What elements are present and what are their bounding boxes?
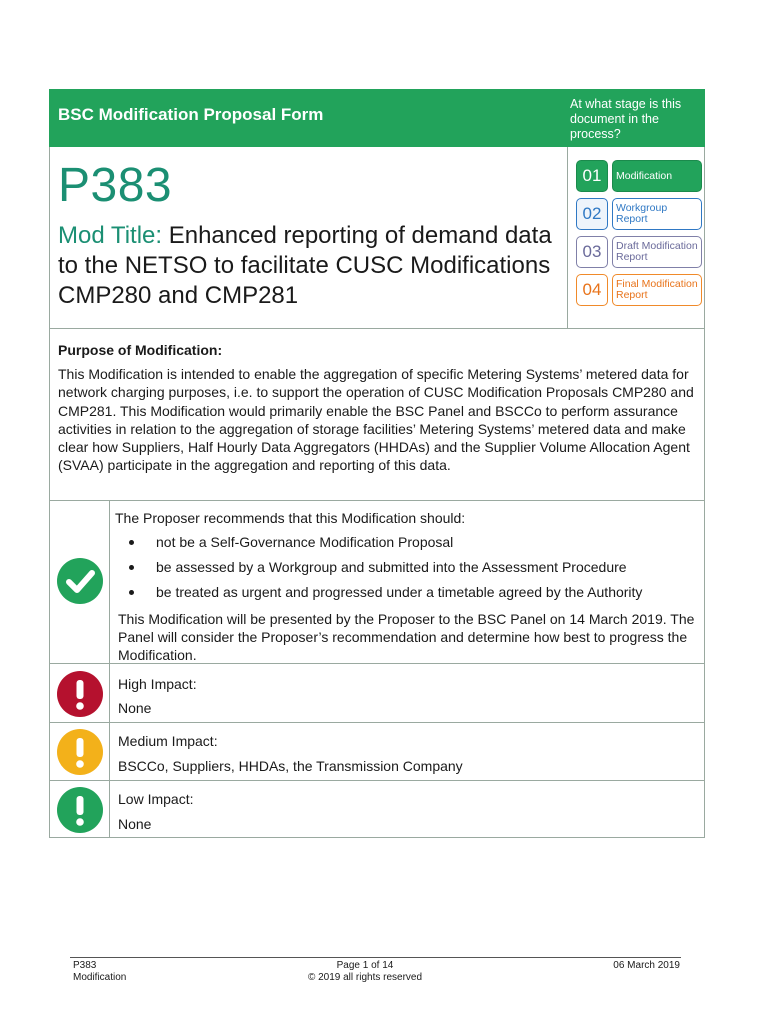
mod-title bbox=[58, 221, 563, 311]
list-item: be assessed by a Workgroup and submitted into the Assessment Procedure bbox=[115, 559, 705, 584]
list-item: be treated as urgent and progressed under a timetable agreed by the Authority bbox=[115, 584, 705, 609]
section-divider bbox=[49, 500, 705, 501]
stage-question: At what stage is this document in the process? bbox=[570, 97, 682, 141]
footer-date: 06 March 2019 bbox=[613, 960, 680, 971]
recommendation-list bbox=[115, 534, 705, 609]
medium-impact-value: BSCCo, Suppliers, HHDAs, the Transmission Company bbox=[118, 758, 463, 774]
stage-number: 04 bbox=[576, 274, 608, 306]
bullet bbox=[129, 590, 134, 595]
proposal-code: P383 bbox=[58, 159, 173, 212]
low-impact-icon bbox=[57, 787, 103, 833]
section-divider bbox=[49, 722, 705, 723]
footer-center bbox=[280, 960, 450, 984]
stage-label: Workgroup Report bbox=[612, 198, 702, 230]
low-impact-label: Low Impact: bbox=[118, 791, 194, 807]
checkmark-icon bbox=[57, 558, 103, 604]
stage-01 bbox=[576, 160, 702, 192]
section-divider bbox=[49, 663, 705, 664]
mod-title-text: Enhanced reporting of demand data to the NETSO to facilitate CUSC Modifications CMP280 and CMP281 bbox=[58, 222, 552, 309]
footer-doc-type: Modification bbox=[73, 972, 127, 983]
panel-text: This Modification will be presented by the Proposer to the BSC Panel on 14 March 2019. The Panel will consider the Proposer’s recommendation and determine how best to progress the Modification. bbox=[118, 611, 695, 663]
medium-impact-label: Medium Impact: bbox=[118, 733, 218, 749]
high-impact-icon bbox=[57, 671, 103, 717]
stage-label: Final Modification Report bbox=[612, 274, 702, 306]
stage-04 bbox=[576, 274, 702, 306]
footer-rule bbox=[70, 957, 681, 958]
high-impact-label: High Impact: bbox=[118, 676, 197, 692]
footer-doc-code: P383 bbox=[73, 960, 97, 971]
purpose-text: This Modification is intended to enable the aggregation of specific Metering Systems’ metered data for network charging purposes, i.e. to support the operation of CUSC Modification Proposals CMP280 and CMP281. This Modification would primarily enable the BSC Panel and BSCCo to perform assurance activities in relation to the aggregation of storage facilities’ Metering Systems’ metered data and make clear how Suppliers, Half Hourly Data Aggregators (HHDAs) and the Supplier Volume Allocation Agent (SVAA) participate in the aggregation and reporting of this data. bbox=[58, 366, 694, 474]
mod-title-label: Mod Title: bbox=[58, 222, 163, 249]
purpose-heading: Purpose of Modification: bbox=[58, 342, 223, 358]
recommendation-intro: The Proposer recommends that this Modification should: bbox=[115, 510, 466, 526]
stage-label: Modification bbox=[612, 160, 702, 192]
section-divider bbox=[49, 328, 705, 329]
bullet bbox=[129, 540, 134, 545]
icon-column-divider bbox=[109, 500, 110, 838]
footer-left bbox=[73, 960, 126, 984]
section-divider bbox=[49, 780, 705, 781]
low-impact-value: None bbox=[118, 816, 152, 832]
title-divider bbox=[567, 147, 568, 328]
stage-02 bbox=[576, 198, 702, 230]
footer-page-number: Page 1 of 14 bbox=[336, 960, 394, 971]
list-item: not be a Self-Governance Modification Proposal bbox=[115, 534, 705, 559]
footer-copyright: © 2019 all rights reserved bbox=[307, 972, 423, 983]
form-title: BSC Modification Proposal Form bbox=[58, 105, 324, 124]
medium-impact-icon bbox=[57, 729, 103, 775]
stage-number: 02 bbox=[576, 198, 608, 230]
stage-number: 03 bbox=[576, 236, 608, 268]
stage-number: 01 bbox=[576, 160, 608, 192]
stage-label: Draft Modification Report bbox=[612, 236, 702, 268]
stage-03 bbox=[576, 236, 702, 268]
high-impact-value: None bbox=[118, 700, 152, 716]
bullet bbox=[129, 565, 134, 570]
